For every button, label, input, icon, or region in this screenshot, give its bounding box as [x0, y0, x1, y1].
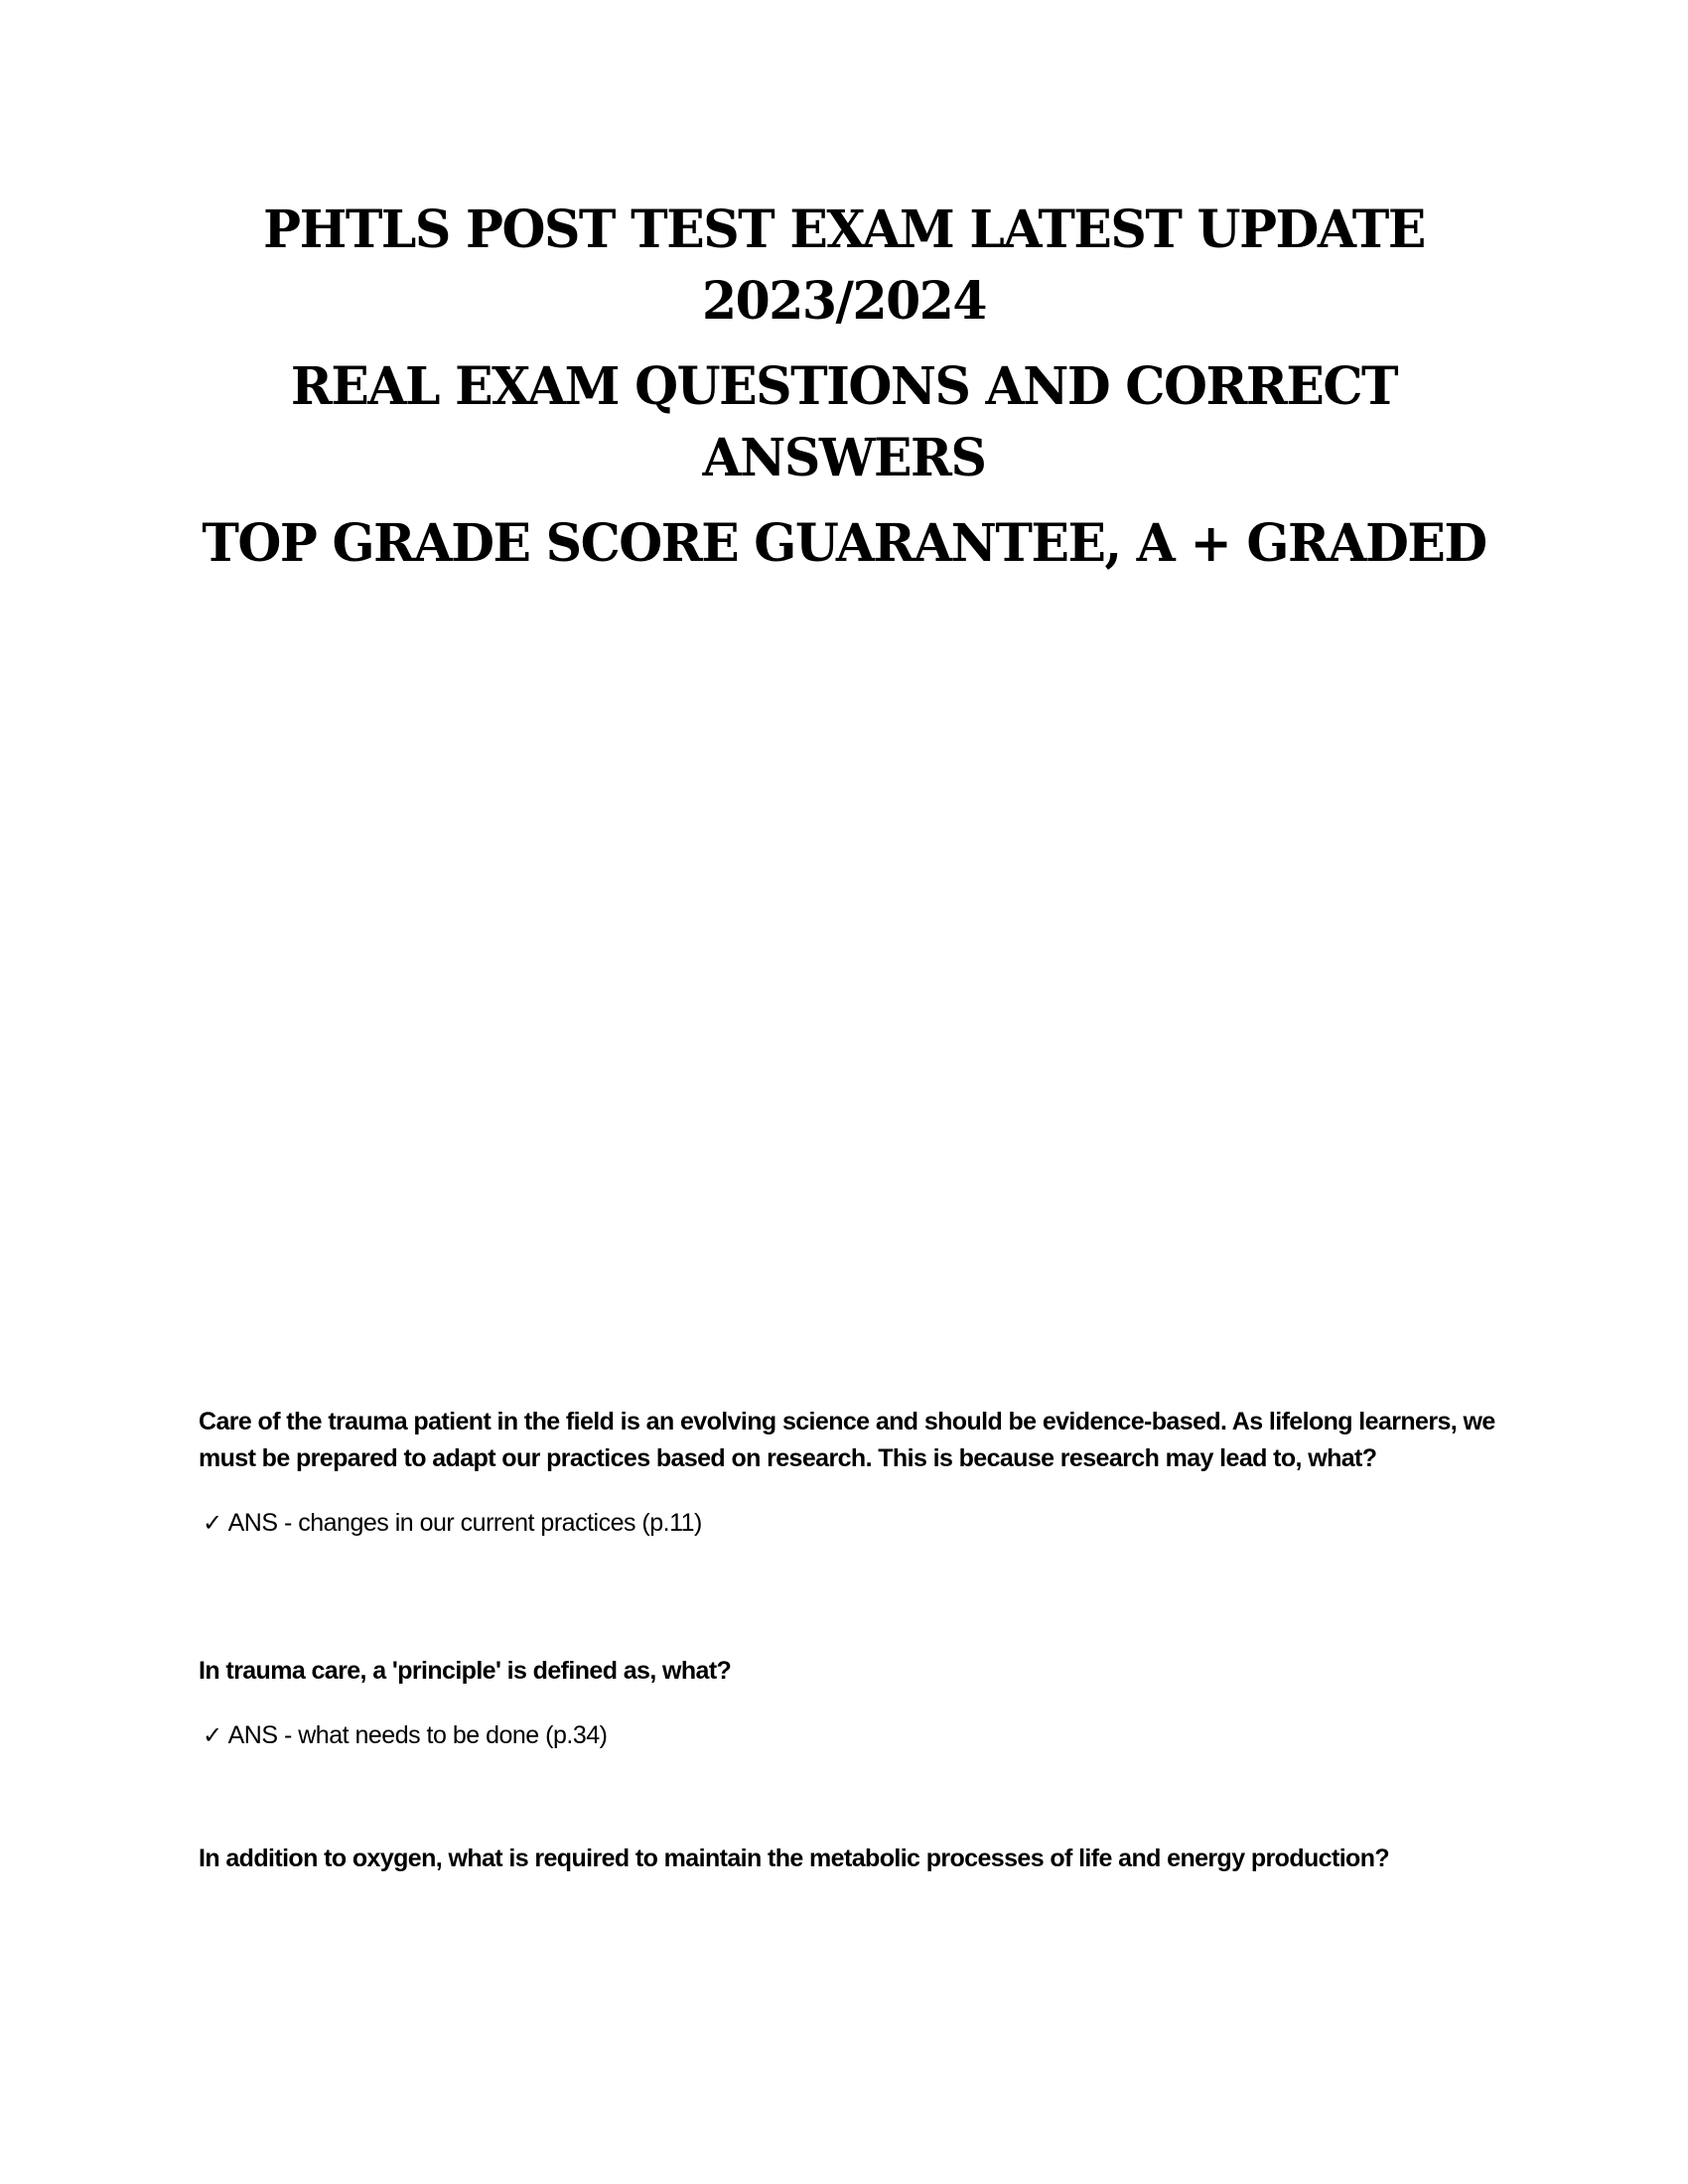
answer-line: [199, 1505, 1499, 1542]
title-line-1: PHTLS POST TEST EXAM LATEST UPDATE 2023/2024: [263, 200, 1425, 332]
check-icon: ✓: [203, 1509, 222, 1537]
question-text: Care of the trauma patient in the field is an evolving science and should be evidence-based. As lifelong learners, we must be prepared to adapt our practices based on research. This is because research may lead to, what?: [199, 1408, 1495, 1472]
check-icon: ✓: [203, 1721, 222, 1749]
question-text: In trauma care, a 'principle' is defined as, what?: [199, 1657, 732, 1685]
title-line-2: REAL EXAM QUESTIONS AND CORRECT ANSWERS: [290, 356, 1398, 488]
qa-item-3: [199, 1841, 1499, 1877]
qa-item-1: [199, 1404, 1499, 1542]
answer-text: ANS - what needs to be done (p.34): [227, 1721, 608, 1749]
answer-line: [199, 1717, 1499, 1754]
qa-item-2: [199, 1653, 1499, 1754]
answer-text: ANS - changes in our current practices (p.11): [227, 1509, 702, 1537]
title-block: [179, 195, 1509, 594]
title-line-3: TOP GRADE SCORE GUARANTEE, A + GRADED: [202, 513, 1486, 574]
question-text: In addition to oxygen, what is required to maintain the metabolic processes of life and energy production?: [199, 1844, 1390, 1872]
